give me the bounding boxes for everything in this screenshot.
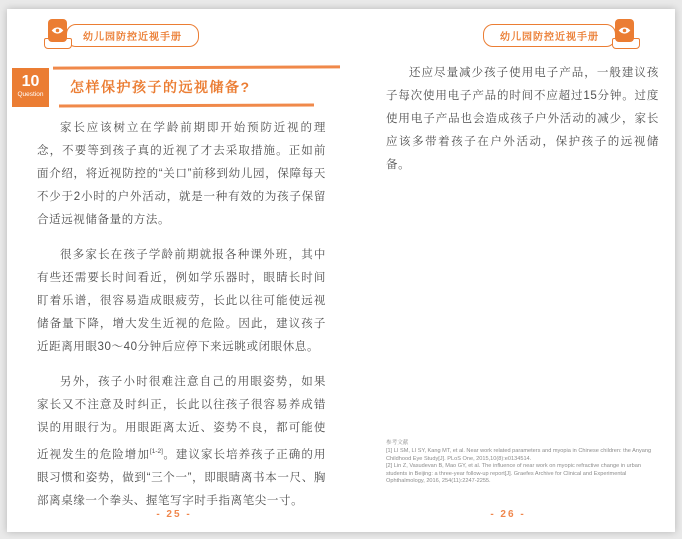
page-number-right: - 26 - bbox=[490, 509, 526, 520]
page-title: 怎样保护孩子的远视储备? bbox=[70, 79, 251, 95]
reference-item: [1] LI SM, LI SY, Kang MT, et al. Near work related parameters and myopia in Chinese children: the Anyang Childhood Eye Study[J]. PLoS One, 2015,10(8):e0134514. bbox=[386, 448, 652, 462]
page-left bbox=[7, 9, 341, 532]
question-label: Question bbox=[17, 91, 44, 98]
title-rule-top bbox=[53, 65, 340, 69]
references-section bbox=[386, 440, 662, 485]
paragraph-3-text-cont: 。建议家长培养孩子正确的用眼习惯和姿势，做到“三个一”，即眼睛离书本一尺、胸部离桌缘一个拳头、握笔写字时手指离笔尖一寸。 bbox=[37, 448, 326, 507]
book-cover-shape bbox=[615, 19, 634, 42]
paragraph-2: 很多家长在孩子学龄前期就报各种课外班，其中有些还需要长时间看近，例如学乐器时，眼睛长时间盯着乐谱，很容易造成眼疲劳，长此以往可能使远视储备量下降，增大发生近视的危险。因此，建议孩子近距离用眼30～40分钟后应停下来远眺或闭眼休息。 bbox=[37, 249, 326, 353]
title-rule-bottom bbox=[59, 103, 314, 107]
paragraph-3 bbox=[37, 371, 326, 513]
book-cover-shape bbox=[48, 19, 67, 42]
right-page-body bbox=[386, 62, 659, 189]
question-block bbox=[12, 66, 340, 107]
paragraph-4: 还应尽量减少孩子使用电子产品，一般建议孩子每次使用电子产品的时间不应超过15分钟。过度使用电子产品也会造成孩子户外活动的减少，家长应该多带着孩子在户外活动，保护孩子的远视储备。 bbox=[386, 67, 659, 171]
booklet-title-badge: 幼儿园防控近视手册 bbox=[66, 24, 199, 47]
book-eye-icon bbox=[43, 19, 73, 49]
page-right bbox=[341, 9, 675, 532]
booklet-header-right bbox=[483, 19, 639, 49]
question-title-box bbox=[56, 66, 340, 107]
references-heading: 参考文献 bbox=[386, 440, 409, 446]
book-eye-icon bbox=[609, 19, 639, 49]
citation-marker: [1-2] bbox=[149, 448, 163, 455]
eye-icon bbox=[51, 26, 64, 35]
page-number-left: - 25 - bbox=[156, 509, 192, 520]
book-spread bbox=[7, 9, 675, 532]
eye-icon bbox=[618, 26, 631, 35]
left-page-body bbox=[37, 117, 326, 525]
paragraph-3-text: 另外，孩子小时很难注意自己的用眼姿势，如果家长又不注意及时纠正，长此以往孩子很容易养成错误的用眼行为。用眼距离太近、姿势不良，都可能使近视发生的危险增加 bbox=[37, 376, 326, 461]
paragraph-1: 家长应该树立在学龄前期即开始预防近视的理念，不要等到孩子真的近视了才去采取措施。正如前面介绍，将近视防控的“关口”前移到幼儿园，保障每天不少于2小时的户外活动，就是一种有效的为孩子保留合适远视储备量的方法。 bbox=[37, 122, 326, 226]
reference-item: [2] Lin Z, Vasudevan B, Mao GY, et al. The influence of near work on myopic refractive change in urban students in Beijing: a three-year follow-up report[J]. Graefes Archive for Clinical and Experimental Ophthalmology, 2016, 254(11):2247-2255. bbox=[386, 463, 641, 485]
question-number-badge bbox=[12, 68, 49, 107]
question-number: 10 bbox=[21, 73, 40, 90]
booklet-title-badge: 幼儿园防控近视手册 bbox=[483, 24, 616, 47]
booklet-header-left bbox=[43, 19, 199, 49]
